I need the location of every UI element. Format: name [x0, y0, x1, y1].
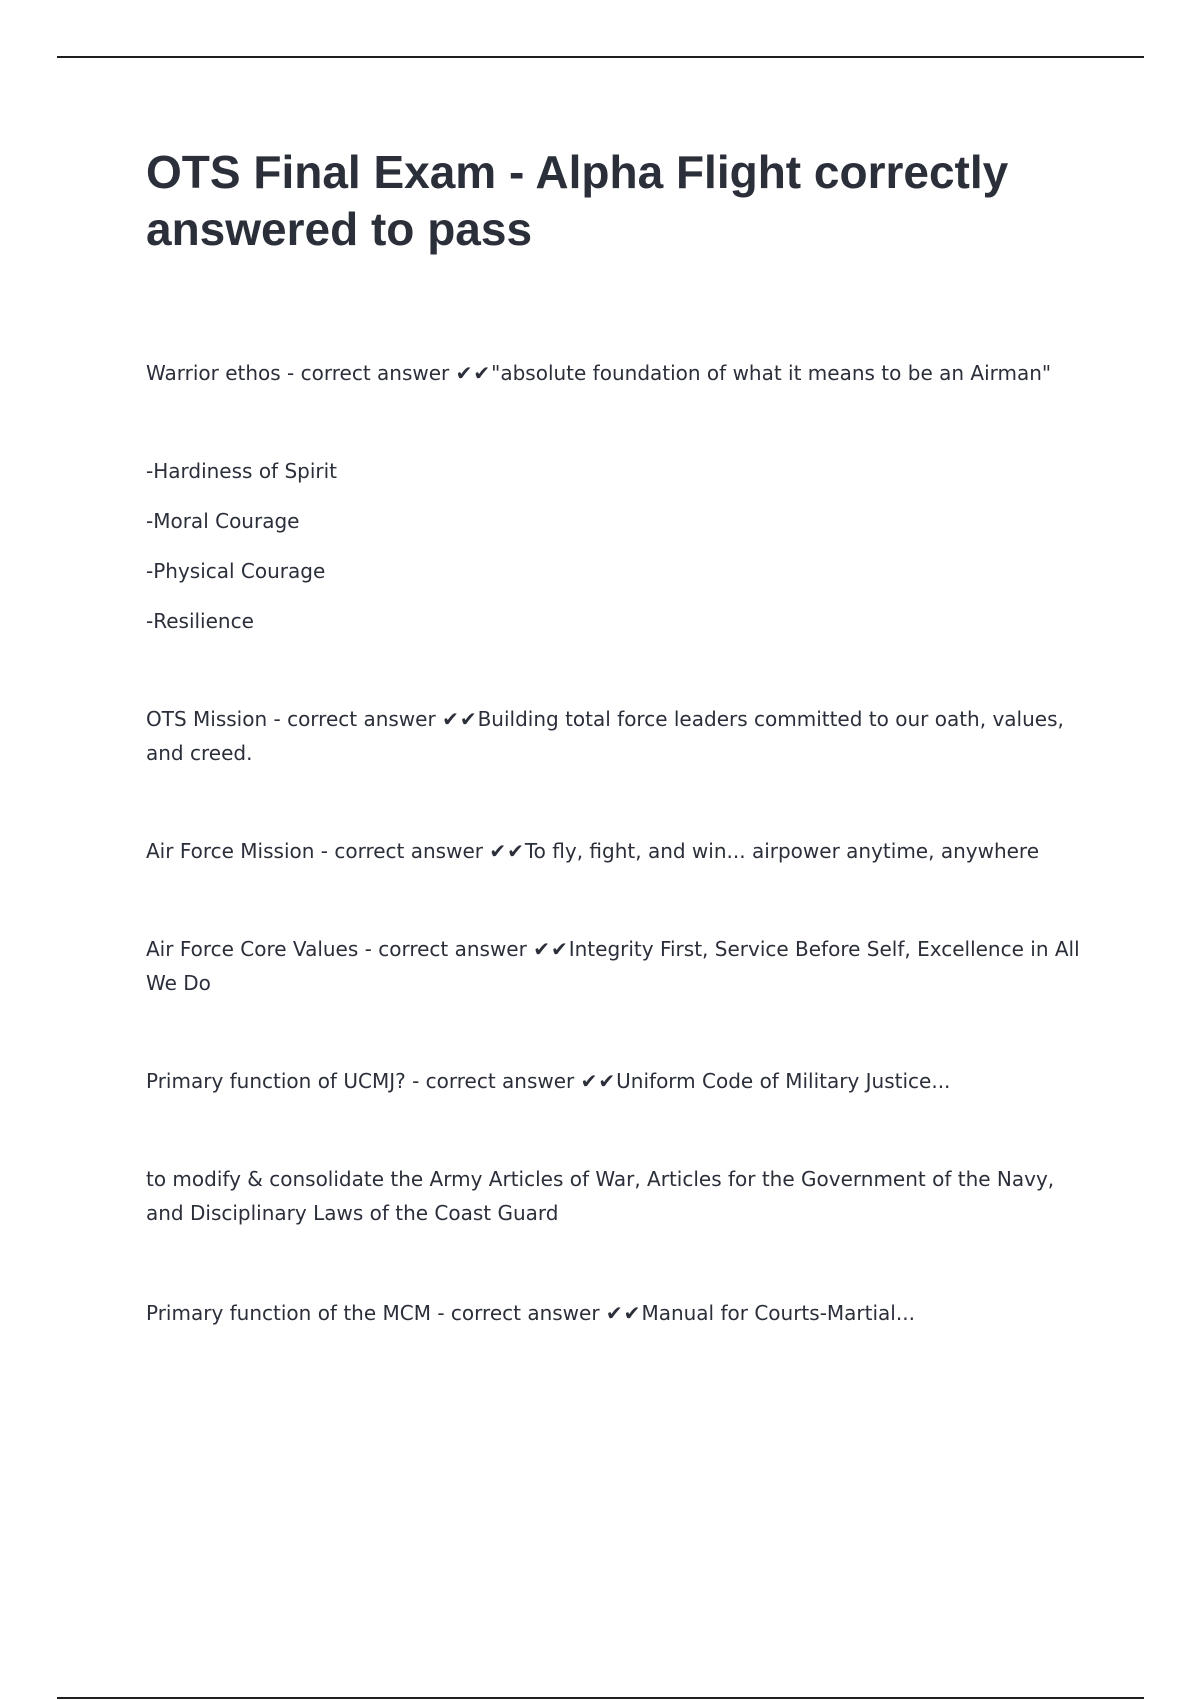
list-item: -Hardiness of Spirit [146, 459, 338, 483]
qa-item-mcm [146, 1296, 1096, 1330]
check-icon: ✔✔ [533, 937, 569, 961]
list-item: -Resilience [146, 609, 254, 633]
check-icon: ✔✔ [455, 361, 492, 385]
qa-answer: "absolute foundation of what it means to be an Airman" [491, 361, 1052, 385]
qa-connector: - correct answer [267, 707, 443, 731]
qa-item-ots-mission [146, 702, 1096, 770]
qa-connector: - correct answer [358, 937, 534, 961]
ucmj-detail: to modify & consolidate the Army Articles of War, Articles for the Government of the Navy, and Disciplinary Laws of the Coast Guard [146, 1167, 1055, 1225]
bottom-rule [57, 1697, 1144, 1699]
qa-connector: - correct answer [280, 361, 456, 385]
qa-term: Primary function of UCMJ? [146, 1069, 406, 1093]
qa-term: OTS Mission [146, 707, 268, 731]
qa-connector: - correct answer [431, 1301, 606, 1325]
qa-item-warrior-ethos [146, 356, 1096, 390]
top-rule [57, 56, 1144, 58]
qa-connector: - correct answer [405, 1069, 581, 1093]
qa-answer: Building total force leaders committed to our oath, values, and creed. [146, 707, 1064, 765]
list-item: -Physical Courage [146, 559, 326, 583]
document-body [146, 356, 1096, 1330]
qa-answer: Manual for Courts-Martial... [641, 1301, 915, 1325]
document-title: OTS Final Exam - Alpha Flight correctly answered to pass [146, 146, 1009, 255]
check-icon: ✔✔ [605, 1301, 642, 1325]
qa-answer: To fly, fight, and win... airpower anytime, anywhere [524, 839, 1040, 863]
qa-term: Primary function of the MCM [146, 1301, 431, 1325]
qa-connector: - correct answer [314, 839, 490, 863]
qa-answer: Integrity First, Service Before Self, Excellence in All We Do [146, 937, 1080, 995]
check-icon: ✔✔ [580, 1069, 617, 1093]
qa-item-ucmj [146, 1064, 1096, 1098]
qa-item-core-values [146, 932, 1096, 1000]
qa-term: Air Force Mission [146, 839, 315, 863]
qa-term: Warrior ethos [146, 361, 281, 385]
list-item: -Moral Courage [146, 509, 300, 533]
check-icon: ✔✔ [442, 707, 478, 731]
qa-item-air-force-mission [146, 834, 1096, 868]
qa-term: Air Force Core Values [146, 937, 359, 961]
check-icon: ✔✔ [489, 839, 525, 863]
qa-answer: Uniform Code of Military Justice... [616, 1069, 951, 1093]
